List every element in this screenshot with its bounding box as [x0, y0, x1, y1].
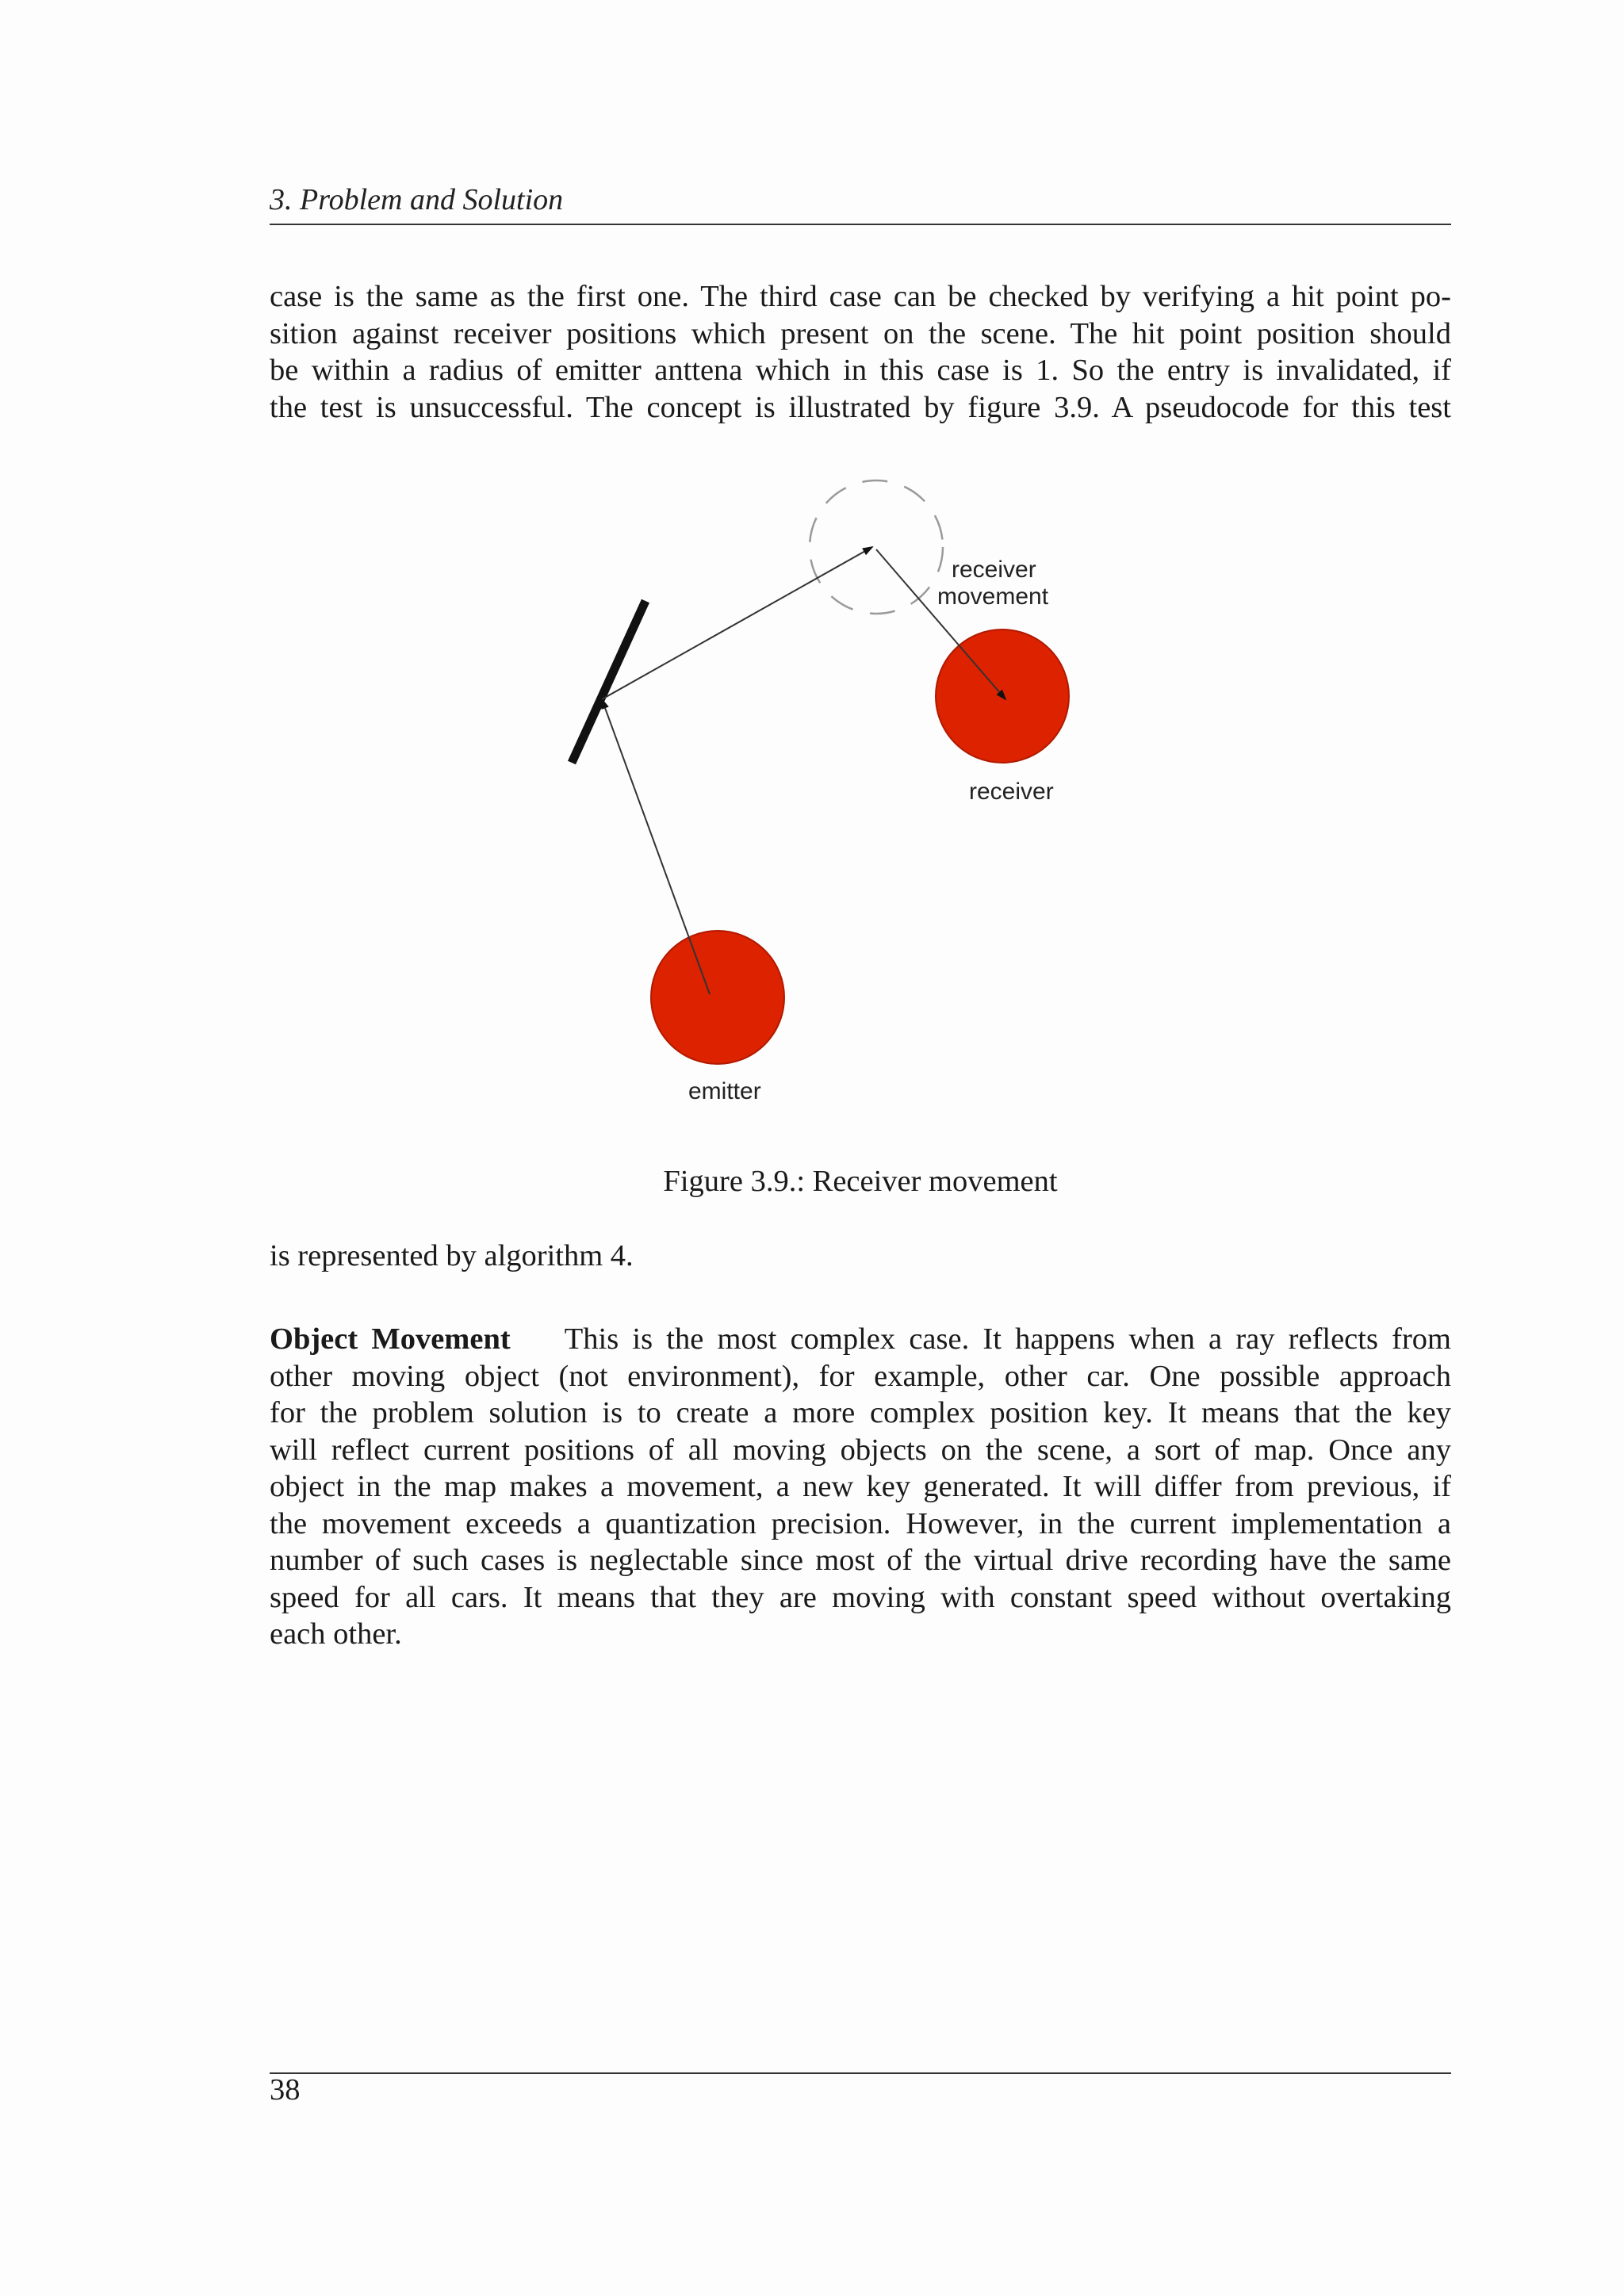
label-receiver: receiver: [969, 779, 1054, 805]
running-header: [270, 179, 1451, 225]
text-line: the movement exceeds a quantization precision. However, in the current implementation a: [270, 1506, 1451, 1540]
ray-emitter-to-wall: [602, 699, 710, 994]
label-receiver-movement-line2: movement: [937, 584, 1049, 610]
ray-wall-to-previous-receiver: [602, 547, 872, 699]
object-movement-paragraph: [270, 1321, 1451, 1653]
text-line: each other.: [270, 1617, 402, 1651]
text-line-content: This is the most complex case. It happens when a ray reflects from: [564, 1322, 1451, 1356]
text-line: be within a radius of emitter anttena which in this case is 1. So the entry is invalidated, if: [270, 354, 1451, 387]
text-line: is represented by algorithm 4.: [270, 1239, 634, 1272]
continuation-paragraph: [270, 1238, 1451, 1275]
chapter-title: 3. Problem and Solution: [270, 183, 564, 216]
figure-receiver-movement: [515, 468, 1150, 1110]
previous-receiver-position-circle: [810, 480, 943, 614]
emitter-sphere: [651, 931, 784, 1064]
paragraph-heading: Object Movement: [270, 1322, 511, 1356]
text-line: speed for all cars. It means that they are moving with constant speed without overtaking: [270, 1580, 1451, 1614]
text-line: number of such cases is neglectable since most of the virtual drive recording have the same: [270, 1544, 1451, 1577]
page-number: 38: [270, 2073, 301, 2107]
text-line: will reflect current positions of all moving objects on the scene, a sort of map. Once any: [270, 1433, 1451, 1467]
text-line: [270, 1321, 1451, 1358]
label-receiver-movement-line1: receiver: [952, 557, 1036, 583]
text-line: object in the map makes a movement, a new key generated. It will differ from previous, if: [270, 1470, 1451, 1503]
text-line: case is the same as the first one. The third case can be checked by verifying a hit point po-: [270, 280, 1451, 313]
text-line: other moving object (not environment), for example, other car. One possible approach: [270, 1359, 1451, 1393]
label-emitter: emitter: [688, 1078, 761, 1104]
intro-paragraph: [270, 278, 1451, 426]
figure-caption: Figure 3.9.: Receiver movement: [663, 1165, 1058, 1198]
footer-rule: [270, 2072, 1451, 2074]
text-line: sition against receiver positions which present on the scene. The hit point position should: [270, 316, 1451, 350]
text-line: for the problem solution is to create a more complex position key. It means that the key: [270, 1396, 1451, 1429]
figure-diagram: [515, 468, 1150, 1110]
text-line: the test is unsuccessful. The concept is illustrated by figure 3.9. A pseudocode for this test: [270, 390, 1451, 424]
